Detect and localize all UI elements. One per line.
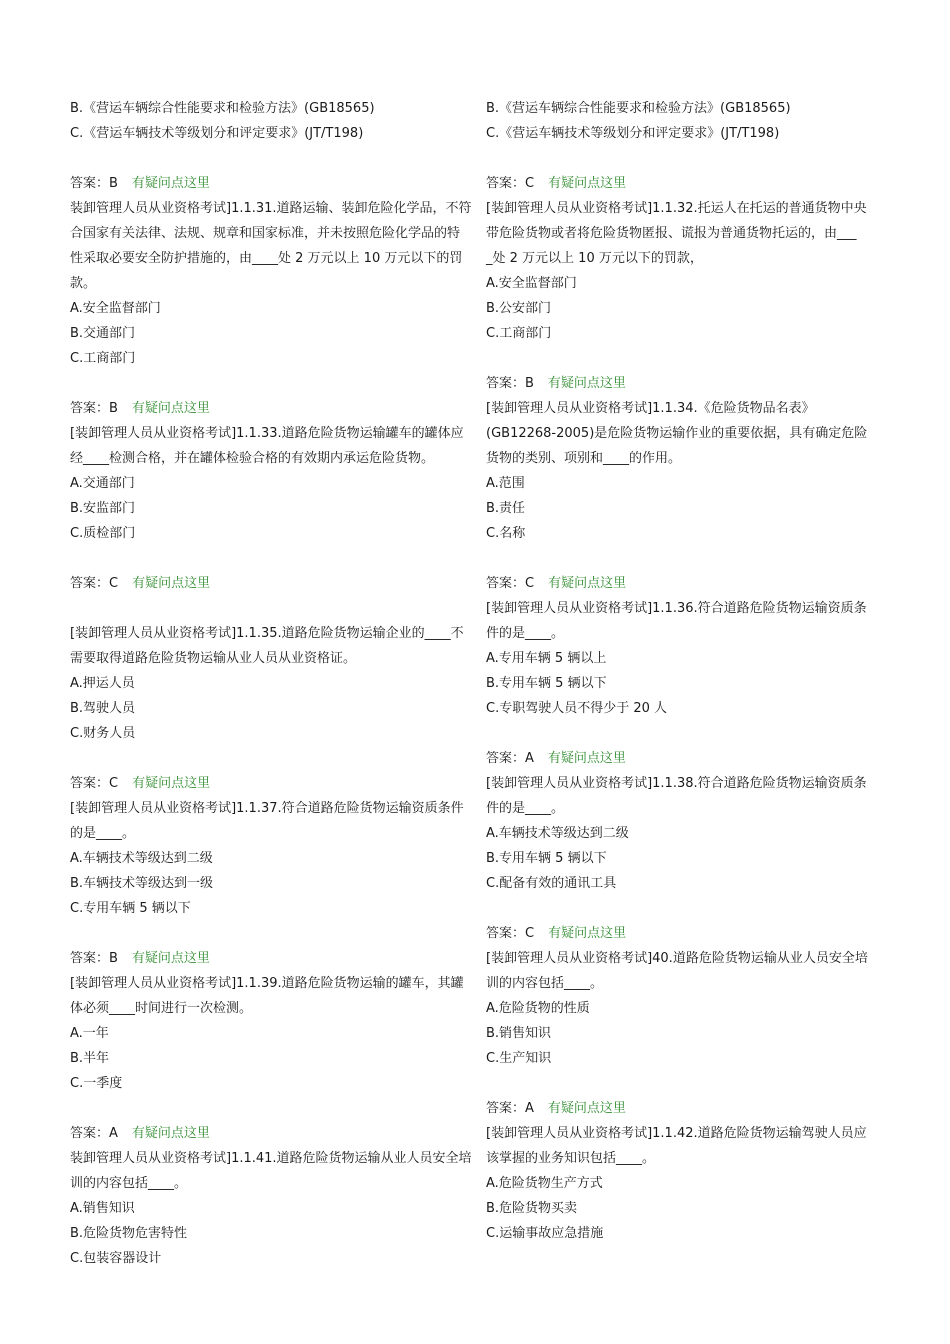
option-line: A.一年 [70,1026,109,1041]
answer-label: 答案：C [486,926,535,941]
option-line: B.驾驶人员 [70,701,136,716]
option-line: B.半年 [70,1051,110,1066]
question-text [486,771,896,821]
option-line: A.危险货物的性质 [486,1001,590,1016]
option-line: C.名称 [486,526,526,541]
option-line: B.车辆技术等级达到一级 [70,876,214,891]
answer-row [70,396,480,421]
answer-label: 答案：A [486,1101,534,1116]
question-line: 的是____。 [70,826,136,841]
ask-question-link[interactable]: 有疑问点这里 [131,1126,210,1141]
spacer [486,546,896,571]
question-line: 款。 [70,276,97,291]
answer-row [70,771,480,796]
option-line: B.公安部门 [486,301,552,316]
ask-question-link[interactable]: 有疑问点这里 [132,776,211,791]
ask-question-link[interactable]: 有疑问点这里 [548,576,627,591]
question-line: [装卸管理人员从业资格考试]1.1.32.托运人在托运的普通货物中央 [486,201,867,216]
question-text [70,1146,480,1196]
option-line: C.生产知识 [486,1051,552,1066]
spacer [70,371,480,396]
spacer [70,596,480,621]
option-line: C.《营运车辆技术等级划分和评定要求》(JT/T198) [486,126,780,141]
ask-question-link[interactable]: 有疑问点这里 [548,176,627,191]
question-line: 带危险货物或者将危险货物匿报、谎报为普通货物托运的，由___ [486,226,857,241]
option-line: A.销售知识 [70,1201,135,1216]
option-line: C.《营运车辆技术等级划分和评定要求》(JT/T198) [70,126,364,141]
ask-question-link[interactable]: 有疑问点这里 [548,926,627,941]
question-text [486,1121,896,1171]
option-line: B.交通部门 [70,326,136,341]
spacer [486,721,896,746]
question-text [70,971,480,1021]
option-line: A.安全监督部门 [486,276,577,291]
answer-label: 答案：C [486,576,535,591]
option-line: A.安全监督部门 [70,301,161,316]
question-line: 需要取得道路危险货物运输从业人员从业资格证。 [70,651,357,666]
question-line: [装卸管理人员从业资格考试]1.1.38.符合道路危险货物运输资质条 [486,776,867,791]
question-line: 训的内容包括____。 [486,976,604,991]
option-line: A.专用车辆 5 辆以上 [486,651,607,666]
answer-label: 答案：A [70,1126,118,1141]
answer-label: 答案：B [486,376,534,391]
option-line: C.工商部门 [70,351,136,366]
question-line: [装卸管理人员从业资格考试]1.1.33.道路危险货物运输罐车的罐体应 [70,426,464,441]
spacer [486,1071,896,1096]
ask-question-link[interactable]: 有疑问点这里 [547,1101,626,1116]
question-line: [装卸管理人员从业资格考试]40.道路危险货物运输从业人员安全培 [486,951,868,966]
option-line: B.危险货物危害特性 [70,1226,188,1241]
answer-row [486,371,896,396]
question-line: 经____检测合格，并在罐体检验合格的有效期内承运危险货物。 [70,451,435,466]
option-line: B.销售知识 [486,1026,552,1041]
question-text [486,396,896,471]
question-line: 件的是____。 [486,801,565,816]
option-line: C.配备有效的通讯工具 [486,876,617,891]
option-line: C.专职驾驶人员不得少于 20 人 [486,701,668,716]
ask-question-link[interactable]: 有疑问点这里 [547,751,626,766]
option-line: C.运输事故应急措施 [486,1226,604,1241]
answer-label: 答案：B [70,951,118,966]
question-text [70,796,480,846]
right-column [486,96,896,1246]
question-line: 体必须____时间进行一次检测。 [70,1001,253,1016]
left-column [70,96,480,1271]
spacer [70,746,480,771]
question-line: 训的内容包括____。 [70,1176,188,1191]
option-line: A.押运人员 [70,676,135,691]
option-line: A.危险货物生产方式 [486,1176,603,1191]
answer-row [486,1096,896,1121]
question-text [70,196,480,296]
option-line: A.交通部门 [70,476,135,491]
option-line: C.财务人员 [70,726,136,741]
ask-question-link[interactable]: 有疑问点这里 [132,576,211,591]
question-line: [装卸管理人员从业资格考试]1.1.37.符合道路危险货物运输资质条件 [70,801,464,816]
question-line: (GB12268-2005)是危险货物运输作业的重要依据，具有确定危险 [486,426,868,441]
answer-row [486,171,896,196]
question-line: 装卸管理人员从业资格考试]1.1.31.道路运输、装卸危险化学品，不符 [70,201,472,216]
option-line: C.包装容器设计 [70,1251,162,1266]
question-line: 该掌握的业务知识包括____。 [486,1151,656,1166]
option-line: C.一季度 [70,1076,123,1091]
spacer [486,346,896,371]
answer-label: 答案：C [70,776,119,791]
answer-row [70,1121,480,1146]
option-line: A.车辆技术等级达到二级 [486,826,629,841]
answer-label: 答案：B [70,401,118,416]
answer-row [486,571,896,596]
spacer [70,1096,480,1121]
option-line: B.安监部门 [70,501,136,516]
question-text [486,596,896,646]
question-line: [装卸管理人员从业资格考试]1.1.34.《危险货物品名表》 [486,401,815,416]
answer-label: 答案：A [486,751,534,766]
ask-question-link[interactable]: 有疑问点这里 [547,376,626,391]
option-line: B.《营运车辆综合性能要求和检验方法》(GB18565) [70,101,375,116]
question-text [486,946,896,996]
spacer [70,546,480,571]
option-line: B.危险货物买卖 [486,1201,578,1216]
spacer [70,921,480,946]
option-line: C.质检部门 [70,526,136,541]
answer-row [486,921,896,946]
option-line: B.专用车辆 5 辆以下 [486,851,607,866]
spacer [70,146,480,171]
question-line: 性采取必要安全防护措施的，由____处 2 万元以上 10 万元以下的罚 [70,251,463,266]
question-line: _处 2 万元以上 10 万元以下的罚款， [486,251,703,266]
question-line: 件的是____。 [486,626,565,641]
question-line: 装卸管理人员从业资格考试]1.1.41.道路危险货物运输从业人员安全培 [70,1151,472,1166]
answer-row [70,571,480,596]
question-text [70,621,480,671]
option-line: A.范围 [486,476,525,491]
ask-question-link[interactable]: 有疑问点这里 [131,176,210,191]
answer-label: 答案：B [70,176,118,191]
answer-row [486,746,896,771]
spacer [486,896,896,921]
question-text [486,196,896,271]
option-line: C.工商部门 [486,326,552,341]
option-line: A.车辆技术等级达到二级 [70,851,213,866]
question-line: [装卸管理人员从业资格考试]1.1.39.道路危险货物运输的罐车，其罐 [70,976,464,991]
question-line: 合国家有关法律、法规、规章和国家标准，并未按照危险化学品的特 [70,226,461,241]
question-line: 货物的类别、项别和____的作用。 [486,451,682,466]
option-line: B.责任 [486,501,526,516]
question-line: [装卸管理人员从业资格考试]1.1.35.道路危险货物运输企业的____不 [70,626,464,641]
question-line: [装卸管理人员从业资格考试]1.1.36.符合道路危险货物运输资质条 [486,601,867,616]
answer-row [70,946,480,971]
option-line: B.专用车辆 5 辆以下 [486,676,607,691]
ask-question-link[interactable]: 有疑问点这里 [131,401,210,416]
spacer [486,146,896,171]
question-text [70,421,480,471]
ask-question-link[interactable]: 有疑问点这里 [131,951,210,966]
option-line: B.《营运车辆综合性能要求和检验方法》(GB18565) [486,101,791,116]
answer-label: 答案：C [486,176,535,191]
answer-label: 答案：C [70,576,119,591]
option-line: C.专用车辆 5 辆以下 [70,901,191,916]
question-line: [装卸管理人员从业资格考试]1.1.42.道路危险货物运输驾驶人员应 [486,1126,867,1141]
answer-row [70,171,480,196]
